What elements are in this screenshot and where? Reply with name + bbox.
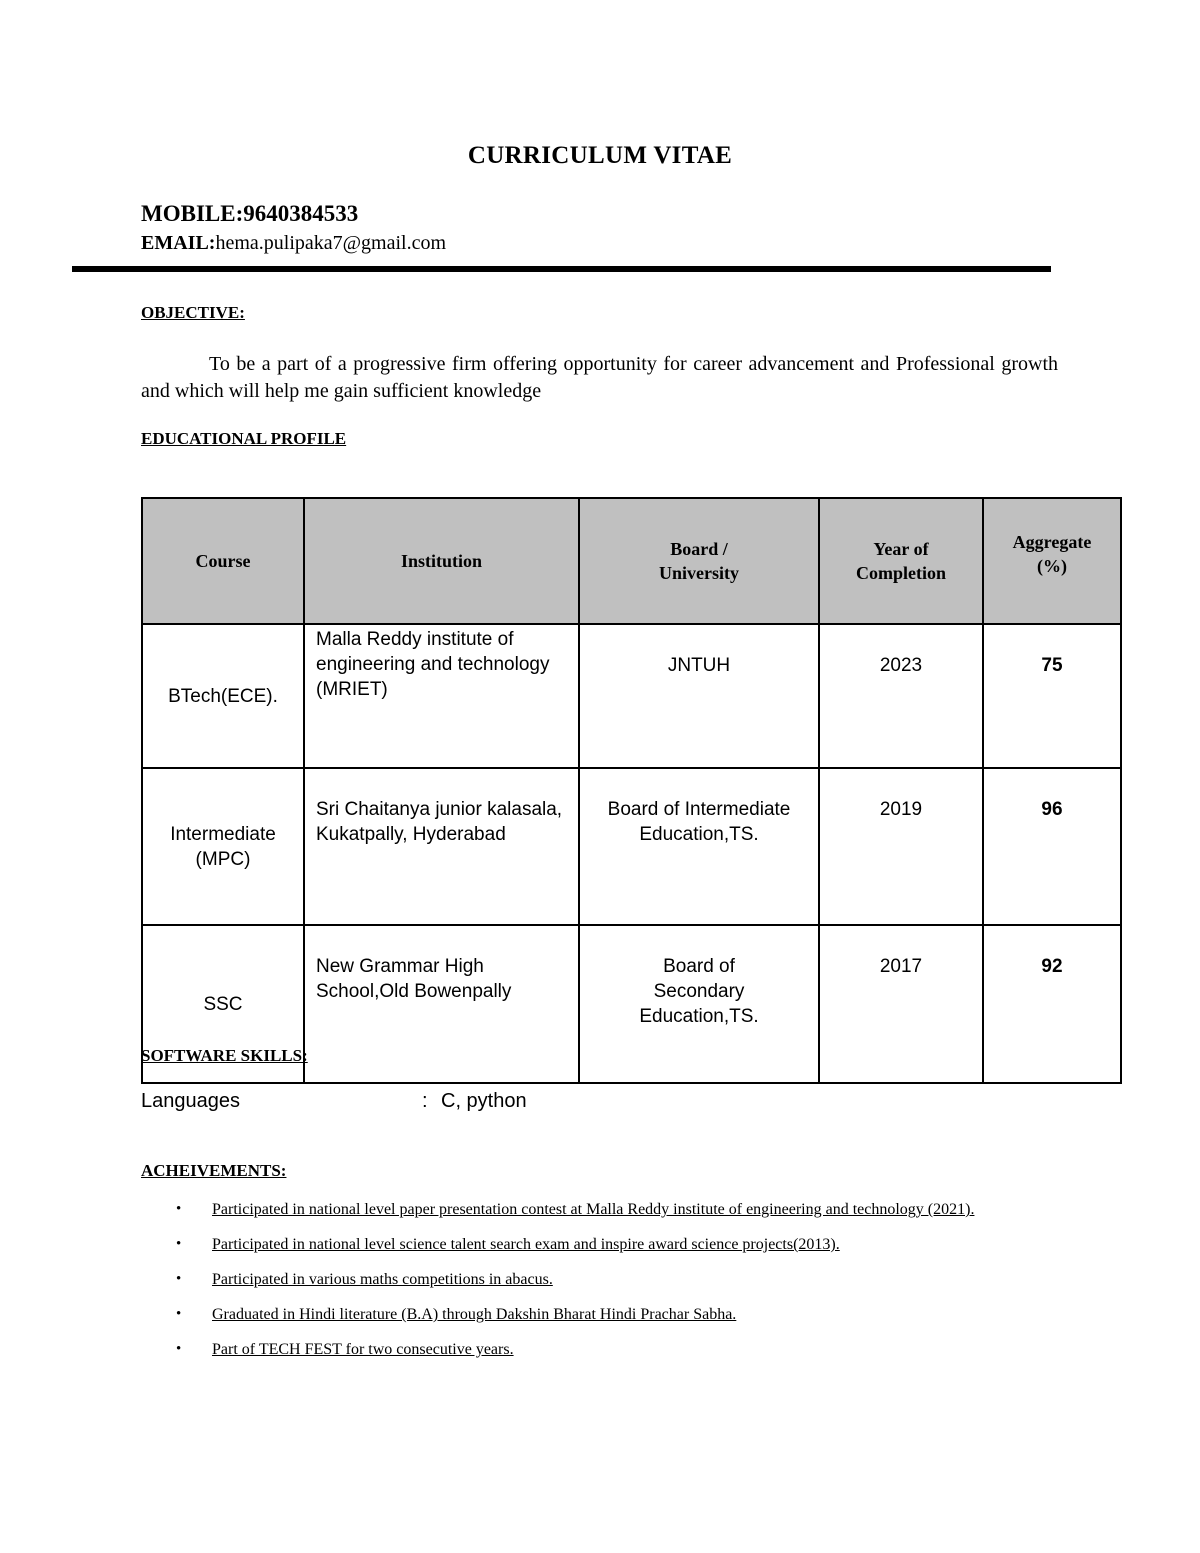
skills-label: Languages <box>141 1090 240 1112</box>
achievement-text: Graduated in Hindi literature (B.A) through Dakshin Bharat Hindi Prachar Sabha. <box>212 1306 737 1323</box>
cell-aggregate: 92 <box>983 925 1121 1083</box>
cell-institution: New Grammar High School,Old Bowenpally <box>304 925 579 1083</box>
document-title: CURRICULUM VITAE <box>467 142 733 169</box>
achievements-list <box>170 1193 1030 1368</box>
education-heading: EDUCATIONAL PROFILE <box>141 429 347 448</box>
objective-heading: OBJECTIVE: <box>141 303 245 322</box>
skills-value: C, python <box>441 1090 527 1112</box>
cell-course: SSC <box>142 925 304 1083</box>
bullet-icon: • <box>176 1271 182 1287</box>
cell-board: JNTUH <box>579 624 819 768</box>
list-item <box>170 1228 1030 1261</box>
skills-heading: SOFTWARE SKILLS: <box>141 1046 308 1065</box>
header-board <box>579 498 819 624</box>
cell-institution: Malla Reddy institute of engineering and technology (MRIET) <box>304 624 579 768</box>
header-year-line2: Completion <box>856 563 946 583</box>
achievement-text: Participated in national level paper presentation contest at Malla Reddy institute of engineering and technology (2021). <box>212 1201 975 1218</box>
table-header-row <box>142 498 1121 624</box>
list-item <box>170 1263 1030 1296</box>
achievement-text: Participated in national level science talent search exam and inspire award science projects(2013). <box>212 1236 840 1253</box>
header-institution: Institution <box>304 498 579 624</box>
header-year <box>819 498 983 624</box>
skills-separator: : <box>422 1090 428 1112</box>
cell-board: Board of Secondary Education,TS. <box>579 925 819 1083</box>
bullet-icon: • <box>176 1236 182 1252</box>
cell-institution: Sri Chaitanya junior kalasala, Kukatpally, Hyderabad <box>304 768 579 925</box>
email-address: hema.pulipaka7@gmail.com <box>215 232 447 254</box>
cell-year: 2019 <box>819 768 983 925</box>
email-row <box>141 232 446 255</box>
header-aggregate-line1: Aggregate <box>1012 532 1092 552</box>
list-item <box>170 1298 1030 1331</box>
objective-paragraph <box>141 351 1058 405</box>
cell-year: 2017 <box>819 925 983 1083</box>
mobile-number: MOBILE:9640384533 <box>141 201 359 226</box>
header-board-line2: University <box>659 563 739 583</box>
table-row <box>142 768 1121 925</box>
cell-aggregate: 75 <box>983 624 1121 768</box>
header-aggregate-line2: (%) <box>1037 556 1067 576</box>
list-item <box>170 1193 1030 1226</box>
header-divider <box>72 266 1051 272</box>
achievement-text: Participated in various maths competitions in abacus. <box>212 1271 553 1288</box>
cell-year: 2023 <box>819 624 983 768</box>
header-course: Course <box>142 498 304 624</box>
bullet-icon: • <box>176 1341 182 1357</box>
table-row <box>142 624 1121 768</box>
cell-course <box>142 768 304 925</box>
achievements-heading: ACHEIVEMENTS: <box>141 1161 287 1180</box>
objective-text: To be a part of a progressive firm offering opportunity for career advancement and Professional growth and which will help me gain sufficient knowledge <box>141 353 1058 402</box>
list-item <box>170 1333 1030 1366</box>
achievement-text: Part of TECH FEST for two consecutive years. <box>212 1341 514 1358</box>
cell-aggregate: 96 <box>983 768 1121 925</box>
education-table <box>141 497 1122 1084</box>
header-board-line1: Board / <box>670 539 728 559</box>
bullet-icon: • <box>176 1201 182 1217</box>
bullet-icon: • <box>176 1306 182 1322</box>
header-aggregate <box>983 498 1121 624</box>
email-label: EMAIL: <box>141 232 216 254</box>
course-text: Intermediate (MPC) <box>170 823 276 870</box>
header-year-line1: Year of <box>873 539 929 559</box>
cell-board: Board of Intermediate Education,TS. <box>579 768 819 925</box>
cell-course: BTech(ECE). <box>142 624 304 768</box>
